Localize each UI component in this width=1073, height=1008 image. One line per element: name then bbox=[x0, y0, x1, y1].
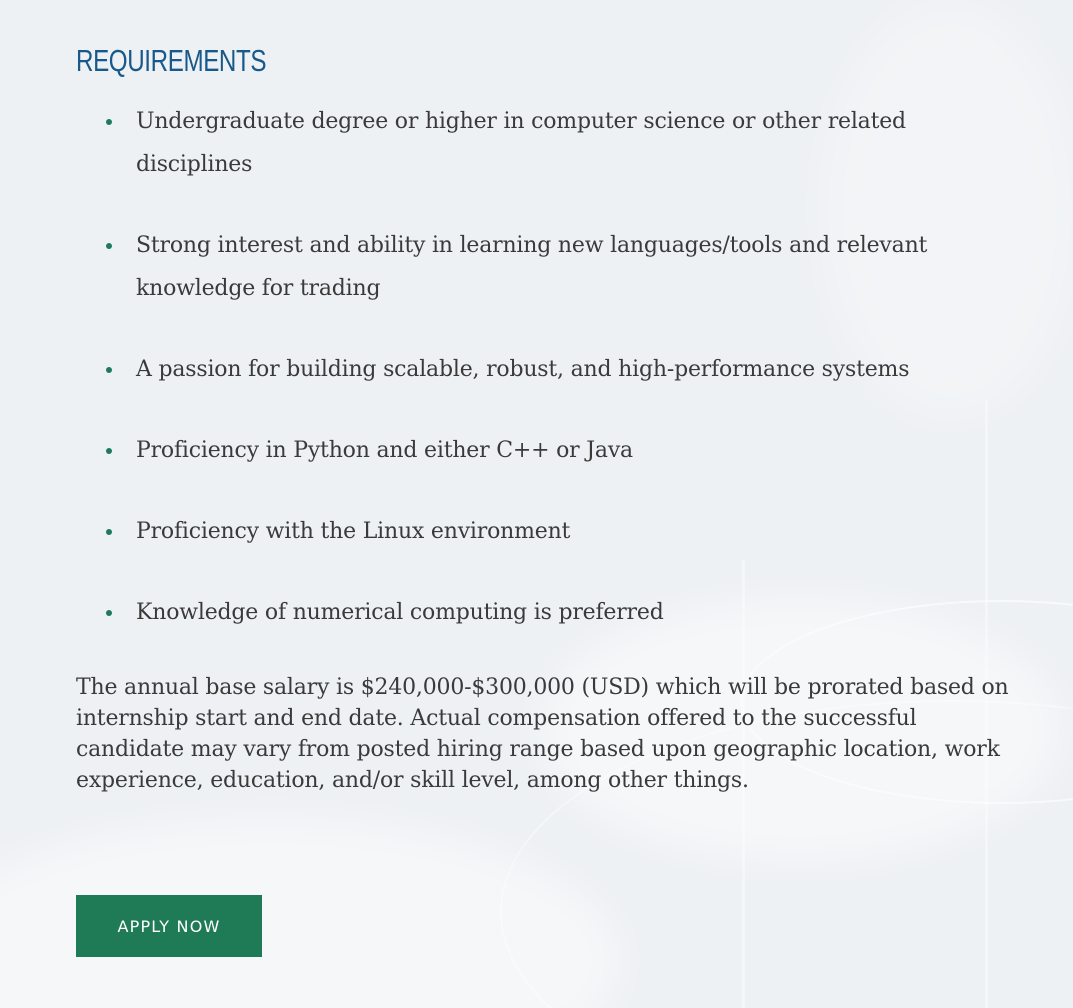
requirement-text: Proficiency in Python and either C++ or Java bbox=[136, 438, 633, 463]
requirements-list bbox=[76, 100, 1036, 634]
requirement-item bbox=[76, 100, 976, 186]
requirement-text: Knowledge of numerical computing is preferred bbox=[136, 600, 664, 625]
requirement-text: A passion for building scalable, robust, and high-performance systems bbox=[136, 357, 910, 382]
job-requirements-section bbox=[76, 40, 1036, 936]
bullet-icon bbox=[106, 610, 112, 616]
apply-now-button[interactable]: APPLY NOW bbox=[76, 895, 262, 957]
requirement-text: Strong interest and ability in learning new languages/tools and relevant knowledge for trading bbox=[136, 233, 928, 301]
requirement-text: Undergraduate degree or higher in computer science or other related disciplines bbox=[136, 109, 906, 177]
requirement-item bbox=[76, 224, 976, 310]
bullet-icon bbox=[106, 448, 112, 454]
salary-disclosure: The annual base salary is $240,000-$300,000 (USD) which will be prorated based on internship start and end date. Actual compensation offered to the successful candidate may vary from posted hiring range based upon geographic location, work experience, education, and/or skill level, among other things. bbox=[76, 675, 1009, 793]
requirement-item bbox=[76, 510, 976, 553]
requirement-item bbox=[76, 591, 976, 634]
requirement-item bbox=[76, 429, 976, 472]
bullet-icon bbox=[106, 529, 112, 535]
requirements-heading: REQUIREMENTS bbox=[76, 43, 267, 78]
bullet-icon bbox=[106, 243, 112, 249]
bullet-icon bbox=[106, 119, 112, 125]
requirement-text: Proficiency with the Linux environment bbox=[136, 519, 571, 544]
bullet-icon bbox=[106, 367, 112, 373]
requirement-item bbox=[76, 348, 976, 391]
